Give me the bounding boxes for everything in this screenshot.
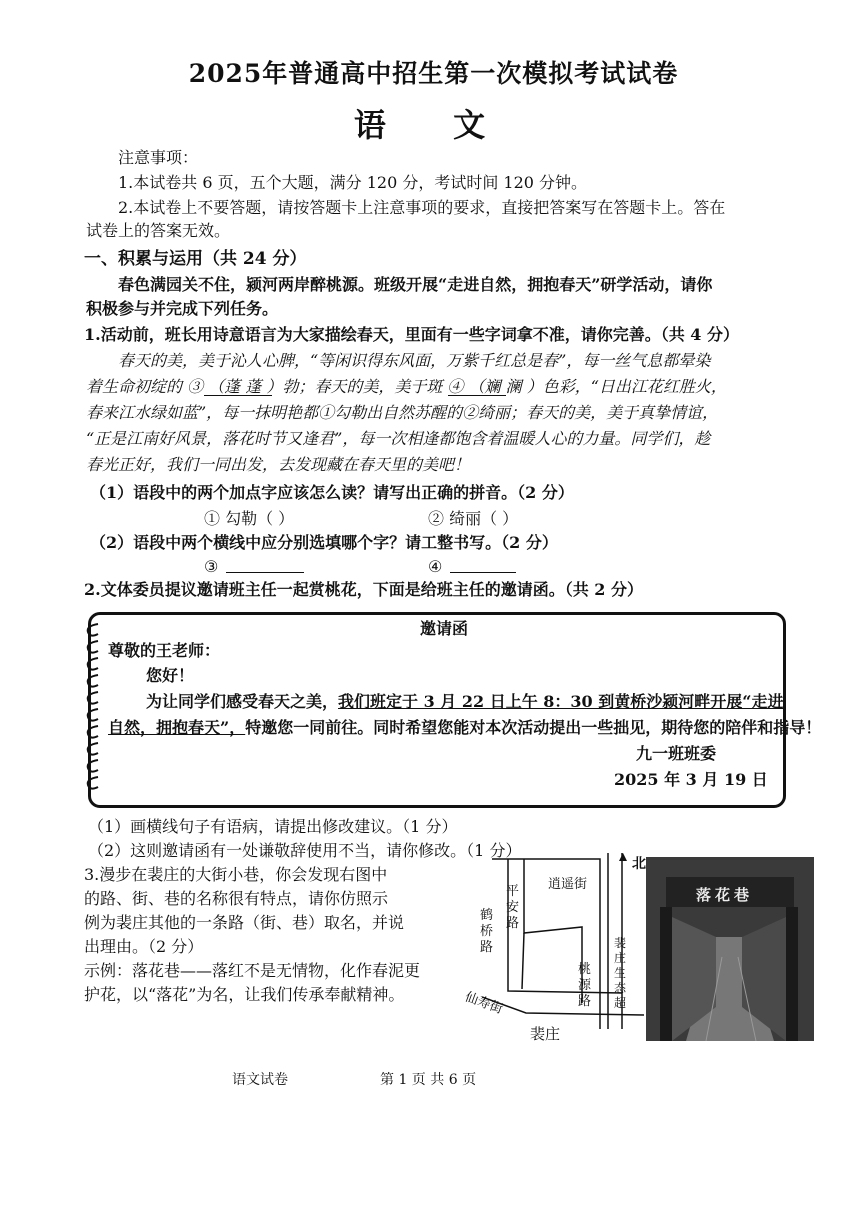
q1-passage-line-3: 春来江水绿如蓝”，每一抹明艳都①勾勒出自然苏醒的②绮丽；春天的美，美于真挚情谊， — [86, 403, 719, 422]
map-street-heqiao: 鹤桥路 — [480, 908, 494, 955]
q1-passage-line-4: “正是江南好风景，落花时节又逢君”，每一次相逢都饱含着温暖人心的力量。同学们，趁 — [86, 429, 711, 448]
blank-4-underline — [448, 395, 506, 396]
invitation-signer: 九一班班委 — [636, 744, 717, 763]
section-1-heading: 一、积累与运用（共 24 分） — [84, 249, 307, 269]
footer-page-number: 第 1 页 共 6 页 — [380, 1072, 477, 1088]
q1-sub1-answer-1: ① 勾勒（ ） — [204, 509, 295, 528]
notice-label: 注意事项： — [118, 148, 199, 167]
q1-passage-line-5: 春光正好，我们一同出发，去发现藏在春天里的美吧！ — [86, 455, 471, 474]
invitation-salutation: 尊敬的王老师： — [108, 641, 221, 660]
map-street-pingan: 平安路 — [506, 884, 520, 931]
q3-line-4: 出理由。（2 分） — [84, 937, 204, 956]
q1-stem: 1.活动前，班长用诗意语言为大家描绘春天，里面有一些字词拿不准，请你完善。（共 4 分） — [84, 325, 739, 344]
invitation-date: 2025 年 3 月 19 日 — [614, 770, 768, 789]
notice-item-1: 1.本试卷共 6 页，五个大题，满分 120 分，考试时间 120 分钟。 — [118, 173, 588, 192]
map-north-label: 北 — [632, 856, 646, 872]
footer-subject: 语文试卷 — [232, 1072, 288, 1088]
q3-example-line-2: 护花，以“落花”为名，让我们传承奉献精神。 — [84, 985, 405, 1004]
q2-stem: 2.文体委员提议邀请班主任一起赏桃花，下面是给班主任的邀请函。（共 2 分） — [84, 580, 643, 599]
section-1-intro: 春色满园关不住，颍河两岸醉桃源。班级开展“走进自然，拥抱春天”研学活动，请你 — [118, 275, 713, 294]
north-arrow-icon — [619, 853, 627, 861]
notice-item-2: 2.本试卷上不要答题，请按答题卡上注意事项的要求，直接把答案写在答题卡上。答在 — [118, 198, 726, 217]
q1-sub2: （2）语段中两个横线中应分别选填哪个字？请工整书写。（2 分） — [90, 533, 558, 552]
spiral-binding-icon — [84, 620, 102, 800]
exam-title: 2025年普通高中招生第一次模拟考试试卷 — [188, 59, 679, 88]
q1-sub1-answer-2: ② 绮丽（ ） — [428, 509, 519, 528]
map-street-xianshou: 仙寿街 — [462, 989, 505, 1018]
q1-sub2-label-3: ③ — [204, 557, 219, 576]
q1-sub2-blank-3 — [226, 572, 304, 573]
notice-item-2-cont: 试卷上的答案无效。 — [86, 221, 231, 240]
q1-sub1: （1）语段中的两个加点字应该怎么读？请写出正确的拼音。（2 分） — [90, 483, 574, 502]
map-village-peizhuang: 裴庄 — [530, 1025, 561, 1043]
q3-example-line-1: 示例：落花巷——落红不是无情物，化作春泥更 — [84, 961, 421, 980]
q3-line-1: 3.漫步在裴庄的大街小巷，你会发现右图中 — [84, 865, 388, 884]
q3-line-3: 例为裴庄其他的一条路（街、巷）取名，并说 — [84, 913, 405, 932]
invitation-body-line-1: 为让同学们感受春天之美，我们班定于 3 月 22 日上午 8：30 到黄桥沙颍河畔开展“走进 — [146, 692, 784, 711]
q3-line-2: 的路、街、巷的名称很有特点，请你仿照示 — [84, 889, 389, 908]
invitation-title: 邀请函 — [420, 619, 469, 638]
q1-sub2-label-4: ④ — [428, 557, 443, 576]
q2-sub1: （1）画横线句子有语病，请提出修改建议。（1 分） — [88, 817, 458, 836]
invitation-greeting: 您好！ — [146, 666, 195, 685]
invitation-body-line-2: 自然，拥抱春天”，特邀您一同前往。同时希望您能对本次活动提出一些拙见，期待您的陪伴和指导！ — [108, 718, 822, 737]
q1-sub2-blank-4 — [450, 572, 516, 573]
alley-sign: 落花巷 — [696, 886, 754, 904]
map-supermarket: 裴庄生态超 — [614, 936, 627, 1010]
subject-title: 语 文 — [353, 106, 514, 144]
section-1-intro-cont: 积极参与并完成下列任务。 — [86, 299, 279, 318]
q1-passage-line-2: 着生命初绽的 ③ （蓬 蓬 ）勃；春天的美，美于斑 ④ （斓 澜 ）色彩，“日出江花红胜火， — [86, 377, 727, 396]
blank-3-underline — [204, 395, 272, 396]
map-street-taoyuan: 桃源路 — [578, 962, 592, 1009]
map-street-xiaoyao: 逍遥街 — [548, 877, 588, 892]
q1-passage-line-1: 春天的美，美于沁人心脾，“等闲识得东风面，万紫千红总是春”，每一丝气息都晕染 — [118, 351, 711, 370]
q2-sub2: （2）这则邀请函有一处谦敬辞使用不当，请你修改。（1 分） — [88, 841, 522, 860]
